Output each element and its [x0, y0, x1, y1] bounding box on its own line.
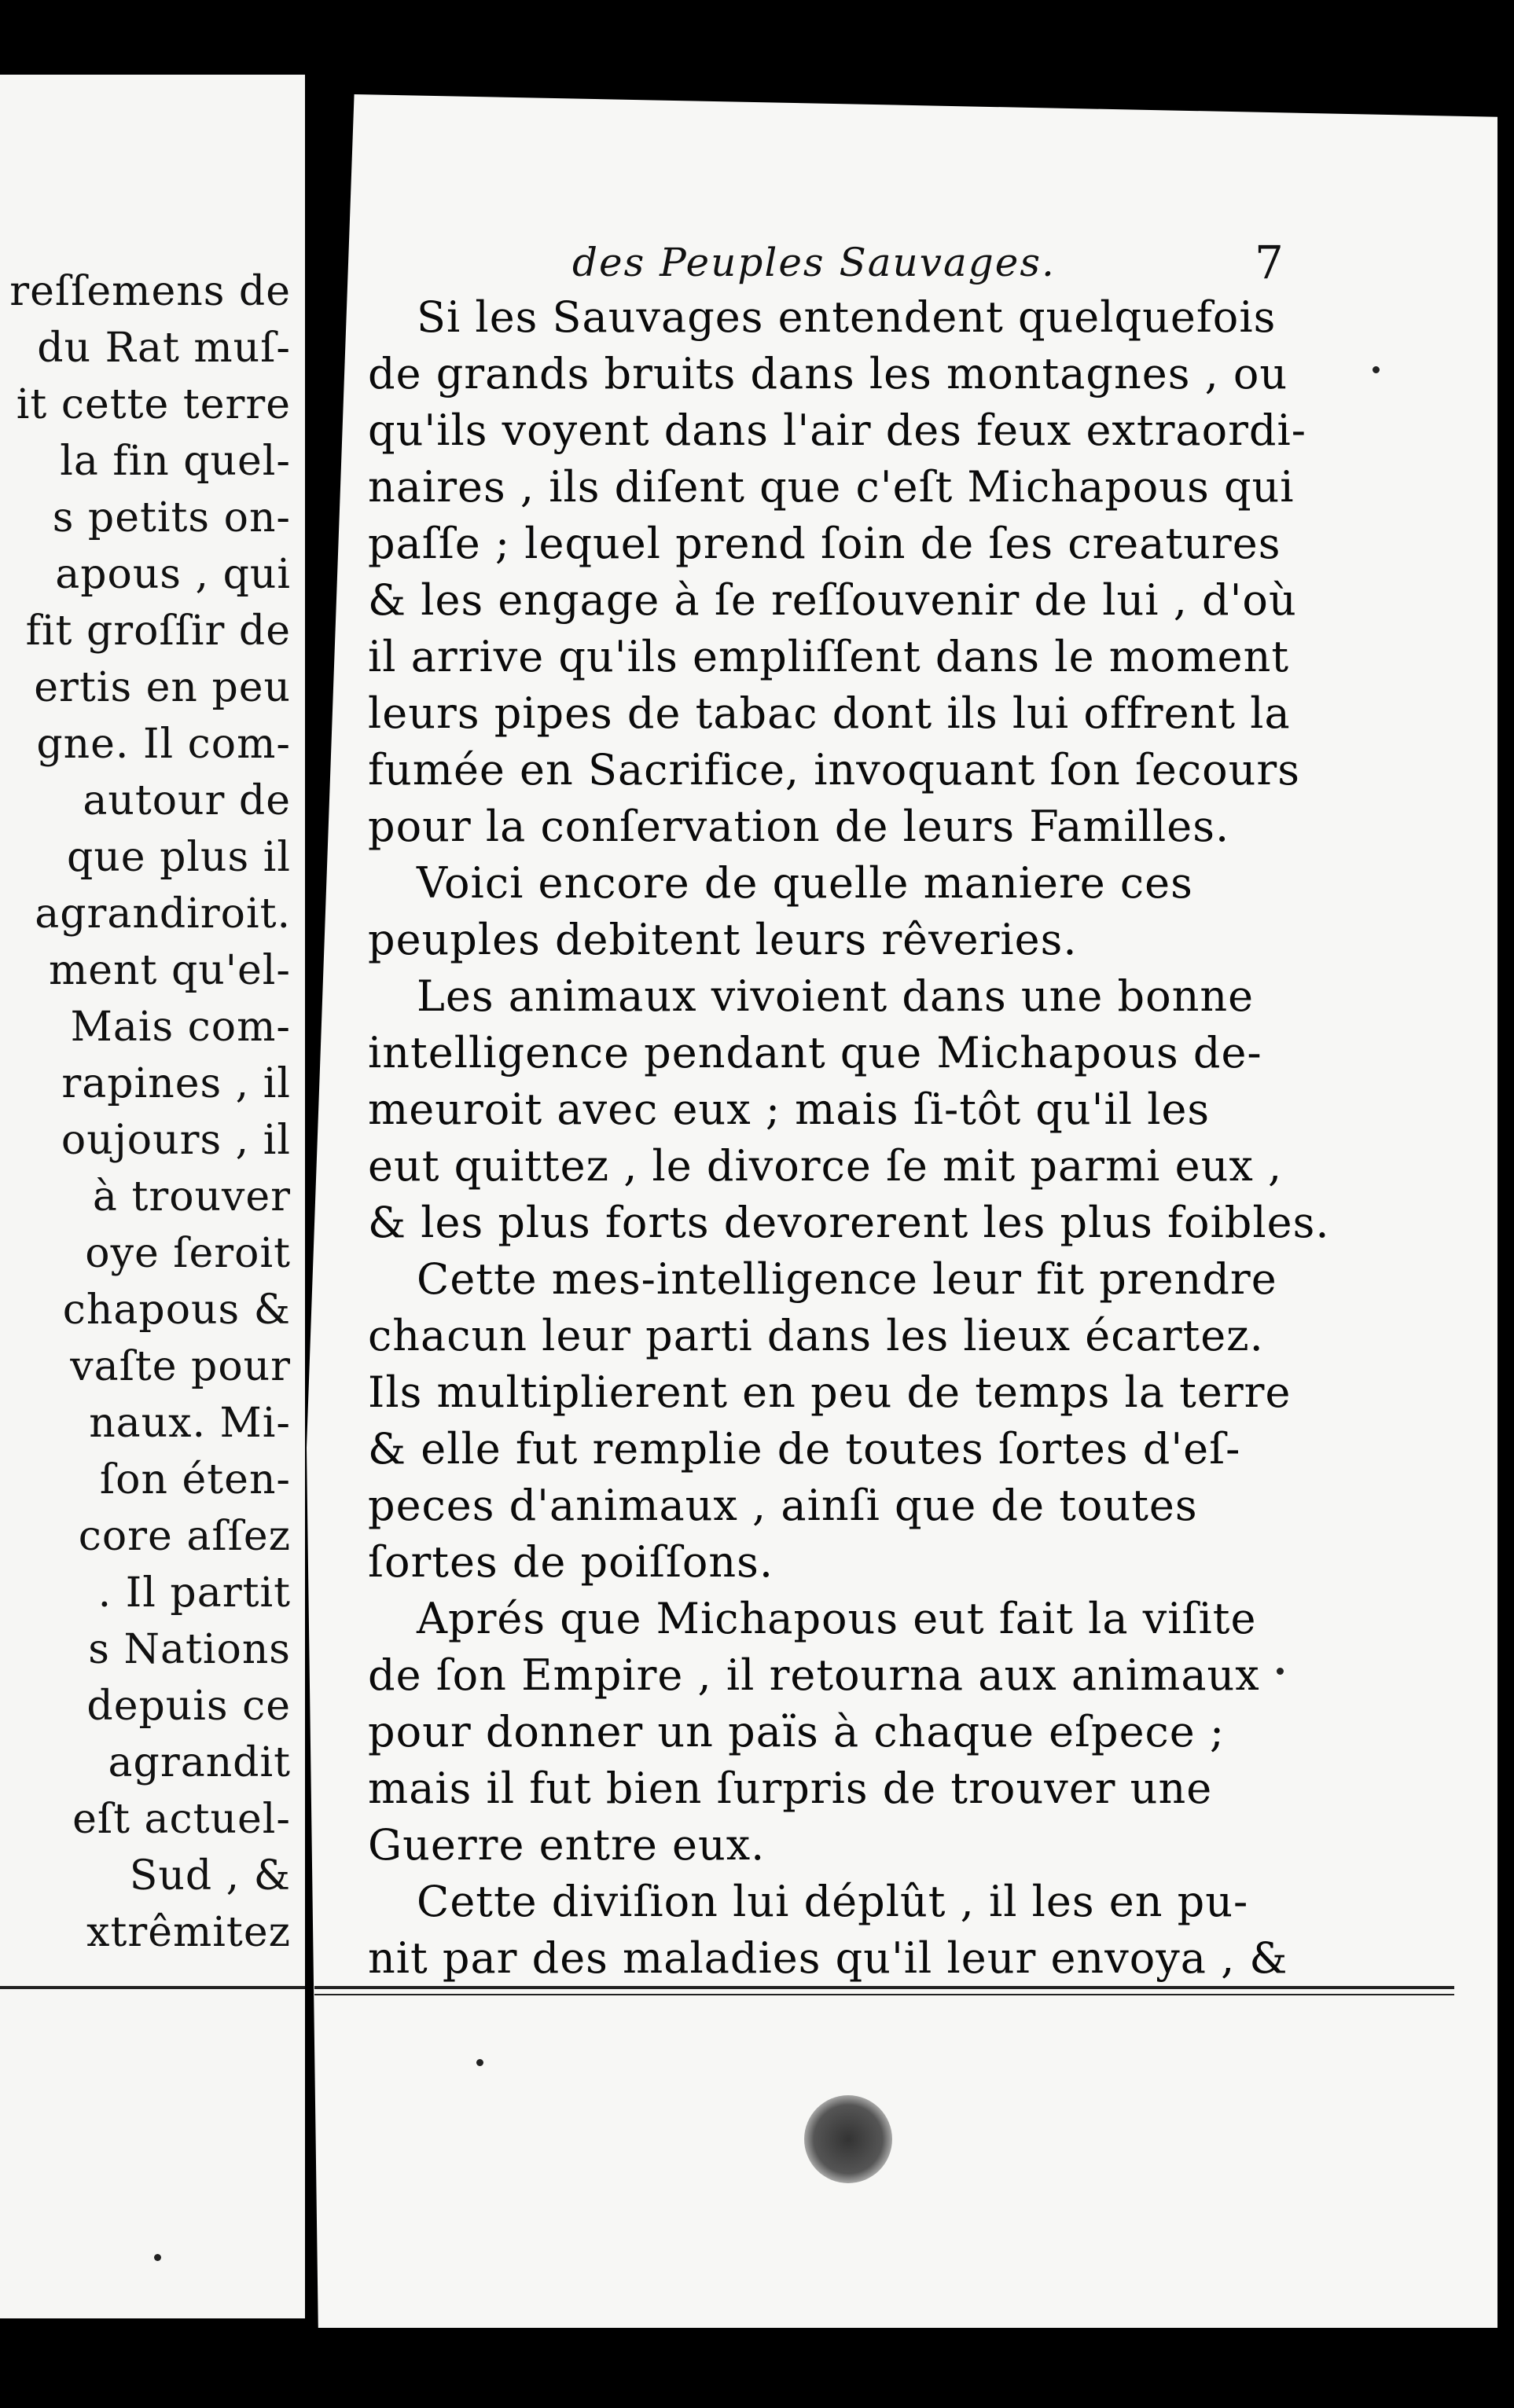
left-bottom-rule — [0, 1986, 305, 1989]
text-line: Cette mes-intelligence leur fit prendre — [417, 1254, 1277, 1304]
text-line: Guerre entre eux. — [368, 1820, 766, 1870]
left-line: rapines , il — [61, 1060, 291, 1107]
left-line: Mais com- — [70, 1004, 291, 1051]
left-line: s Nations — [88, 1626, 291, 1673]
text-line: & les plus forts devorerent les plus foibles. — [368, 1198, 1330, 1247]
scan-border — [0, 2328, 1514, 2408]
left-line: ment qu'el- — [48, 947, 291, 994]
left-line: naux. Mi- — [89, 1400, 291, 1447]
text-line: Aprés que Michapous eut fait la viſite — [417, 1594, 1257, 1643]
left-line: à trouver — [92, 1173, 291, 1221]
left-line: gne. Il com- — [36, 721, 291, 768]
text-line: mais il fut bien ſurpris de trouver une — [368, 1764, 1213, 1813]
text-line: naires , ils diſent que c'eſt Michapous qui — [368, 462, 1295, 512]
left-line: la fin quel- — [60, 438, 291, 485]
left-line: it cette terre — [16, 381, 291, 428]
left-line: agrandiroit. — [35, 890, 291, 938]
left-page — [0, 75, 305, 2318]
text-line: qu'ils voyent dans l'air des feux extraordi- — [368, 406, 1306, 455]
text-line: Cette diviſion lui déplût , il les en pu- — [417, 1877, 1249, 1926]
right-bottom-rule — [314, 1986, 1454, 1989]
left-line: oye ſeroit — [85, 1230, 291, 1277]
left-line: fit groſſir de — [25, 608, 291, 655]
left-line: reſſemens de — [9, 268, 291, 315]
text-line: & les engage à ſe reſſouvenir de lui , d'où — [368, 575, 1297, 625]
text-line: intelligence pendant que Michapous de- — [368, 1028, 1262, 1077]
text-line: de grands bruits dans les montagnes , ou — [368, 349, 1288, 398]
body-text — [368, 289, 1330, 1987]
text-line: paſſe ; lequel prend ſoin de ſes creatures — [368, 519, 1281, 568]
running-head: des Peuples Sauvages. — [572, 240, 1056, 285]
left-line: apous , qui — [55, 551, 291, 598]
text-line: de ſon Empire , il retourna aux animaux — [368, 1650, 1260, 1700]
text-line: nit par des maladies qu'il leur envoya , & — [368, 1933, 1288, 1983]
text-line: ſortes de poiſſons. — [368, 1537, 774, 1587]
text-line: peces d'animaux , ainſi que de toutes — [368, 1481, 1198, 1530]
text-line: leurs pipes de tabac dont ils lui offrent la — [368, 688, 1291, 738]
left-line: oujours , il — [61, 1117, 291, 1164]
right-bottom-rule-2 — [314, 1994, 1454, 1995]
ink-speck — [154, 2254, 161, 2261]
left-line: Sud , & — [129, 1852, 291, 1900]
left-line: que plus il — [67, 834, 291, 881]
text-line: meuroit avec eux ; mais ſi-tôt qu'il les — [368, 1085, 1211, 1134]
left-line: core aſſez — [78, 1513, 291, 1560]
text-line: peuples debitent leurs rêveries. — [368, 915, 1078, 964]
text-line: Les animaux vivoient dans une bonne — [417, 971, 1255, 1021]
ink-speck — [1277, 1668, 1284, 1675]
left-line: autour de — [83, 777, 291, 824]
text-line: pour donner un païs à chaque eſpece ; — [368, 1707, 1226, 1756]
text-line: chacun leur parti dans les lieux écartez. — [368, 1311, 1264, 1360]
left-line: depuis ce — [86, 1683, 291, 1730]
text-line: Si les Sauvages entendent quelquefois — [417, 292, 1277, 342]
ink-speck — [1373, 366, 1380, 373]
text-line: Ils multiplierent en peu de temps la terre — [368, 1367, 1292, 1417]
text-line: & elle fut remplie de toutes ſortes d'eſ- — [368, 1424, 1241, 1474]
text-line: eut quittez , le divorce ſe mit parmi eux , — [368, 1141, 1283, 1191]
left-line: . Il partit — [97, 1569, 291, 1617]
text-line: pour la conſervation de leurs Familles. — [368, 802, 1230, 851]
left-line: ſon éten- — [99, 1456, 291, 1503]
text-line: Voici encore de quelle maniere ces — [417, 858, 1193, 908]
ink-speck — [476, 2059, 483, 2066]
text-line: fumée en Sacrifice, invoquant ſon ſecours — [368, 745, 1300, 795]
left-line: vaſte pour — [70, 1343, 291, 1390]
ink-smudge — [804, 2095, 892, 2183]
left-line: du Rat muſ- — [37, 325, 291, 372]
left-line: ertis en peu — [34, 664, 291, 711]
left-line: xtrêmitez — [86, 1909, 291, 1956]
text-line: il arrive qu'ils empliſſent dans le moment — [368, 632, 1290, 681]
left-line: s petits on- — [52, 494, 291, 541]
left-line: eſt actuel- — [72, 1796, 291, 1843]
left-line: agrandit — [108, 1739, 291, 1786]
left-line: chapous & — [62, 1287, 291, 1334]
page-number: 7 — [1255, 236, 1284, 289]
